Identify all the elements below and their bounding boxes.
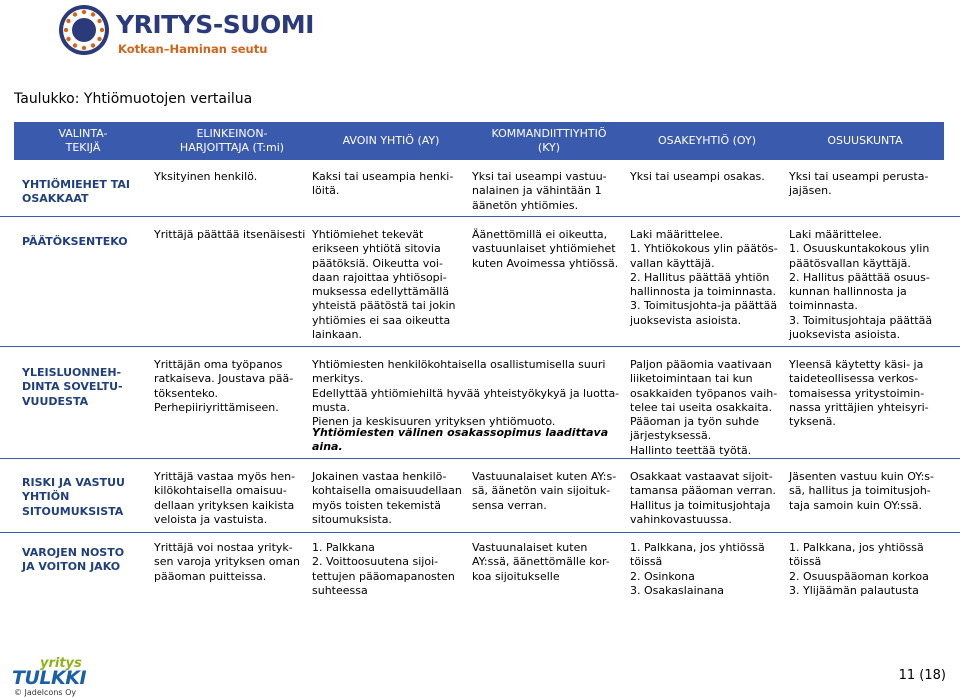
column-header-tmi: ELINKEINON- HARJOITTAJA (T:mi) xyxy=(179,127,285,154)
logo-main-text: YRITYS-SUOMI xyxy=(116,10,314,39)
column-header-ky: KOMMANDIITTIYHTIÖ (KY) xyxy=(491,127,607,154)
logo-emblem-icon xyxy=(58,4,110,56)
cell-profit-tmi: Yrittäjä voi nostaa yrityk- sen varoja yrityksen oman pääoman puitteissa. xyxy=(154,541,300,583)
column-header-ay: AVOIN YHTIÖ (AY) xyxy=(342,134,440,148)
cell-suitability-tmi: Yrittäjän oma työpanos ratkaiseva. Joustava pää- töksenteko. Perhepiiriyrittämiseen. xyxy=(154,358,294,414)
yritys-suomi-logo xyxy=(58,4,314,66)
cell-suitability-ay-ky: Yhtiömiesten henkilökohtaisella osallistumisella suuri merkitys. Edellyttää yhtiömiehiltä hyvää yhteistyökykyä ja luotta- musta. Pienen ja keskisuuren yrityksen yhtiömuoto. xyxy=(312,358,620,429)
page-number: 11 (18) xyxy=(898,668,946,683)
yritystulkki-logo xyxy=(12,656,102,696)
column-header-oy: OSAKEYHTIÖ (OY) xyxy=(657,134,756,148)
row-label-profit: VAROJEN NOSTO JA VOITON JAKO xyxy=(22,546,125,574)
cell-decision-oy: Laki määrittelee. 1. Yhtiökokous ylin päätös- vallan käyttäjä. 2. Hallitus päättää yhtiön hallinnosta ja toiminnasta. 3. Toimitusjohta-ja päättää juoksevista asioista. xyxy=(630,228,778,327)
cell-owners-osuuskunta: Yksi tai useampi perusta- jajäsen. xyxy=(789,170,929,198)
row-label-risk: RISKI JA VASTUU YHTIÖN SITOUMUKSISTA xyxy=(22,476,125,518)
cell-owners-ay: Kaksi tai useampia henki- löitä. xyxy=(312,170,454,198)
cell-decision-ay: Yhtiömiehet tekevät erikseen yhtiötä sitovia päätöksiä. Oikeutta voi- daan rajoittaa yhtiösopi- muksessa edellyttämällä yhteistä päätöstä tai jokin yhtiömies ei saa oikeutta lainkaan. xyxy=(312,228,456,342)
row-label-suitability: YLEISLUONNEH- DINTA SOVELTU- VUUDESTA xyxy=(22,366,123,408)
cell-suitability-oy: Paljon pääomia vaativaan liiketoimintaan tai kun osakkaiden työpanos vaih- telee tai useita osakkaita. Pääoman ja työn suhde järjestyksessä. Hallinto teettää työtä. xyxy=(630,358,778,457)
row-label-decision: PÄÄTÖKSENTEKO xyxy=(22,235,128,248)
footer-brand-main: TULKKI xyxy=(12,667,87,689)
cell-suitability-emphasis: Yhtiömiesten välinen osakassopimus laadittava aina. xyxy=(312,426,609,454)
row-divider xyxy=(0,216,960,217)
cell-risk-tmi: Yrittäjä vastaa myös hen- kilökohtaisella omaisuu- dellaan yrityksen kaikista veloista ja vastuista. xyxy=(154,470,296,526)
cell-owners-tmi: Yksityinen henkilö. xyxy=(154,170,258,183)
cell-owners-oy: Yksi tai useampi osakas. xyxy=(630,170,765,183)
row-label-owners: YHTIÖMIEHET TAI OSAKKAAT xyxy=(22,178,130,206)
cell-risk-ky: Vastuunalaiset kuten AY:s- sä, äänetön vain sijoituk- sensa verran. xyxy=(472,470,617,512)
cell-profit-ay: 1. Palkkana 2. Voittoosuutena sijoi- tettujen pääomapanosten suhteessa xyxy=(312,541,455,597)
cell-profit-ky: Vastuunalaiset kuten AY:ssä, äänettömälle kor- koa sijoitukselle xyxy=(472,541,610,583)
logo-sub-text: Kotkan–Haminan seutu xyxy=(118,42,268,56)
cell-decision-ky: Äänettömillä ei oikeutta, vastuunlaiset yhtiömiehet kuten Avoimessa yhtiössä. xyxy=(472,228,619,270)
row-divider xyxy=(0,532,960,533)
cell-decision-osuuskunta: Laki määrittelee. 1. Osuuskuntakokous ylin päätösvallan käyttäjä. 2. Hallitus päättää osuus- kunnan hallinnosta ja toiminnasta. 3. Toimitusjohtaja päättää juoksevista asioista. xyxy=(789,228,933,342)
cell-risk-osuuskunta: Jäsenten vastuu kuin OY:s- sä, hallitus ja toimitusjoh- taja samoin kuin OY:ssä. xyxy=(789,470,934,512)
cell-owners-ky: Yksi tai useampi vastuu- nalainen ja vähintään 1 äänetön yhtiömies. xyxy=(472,170,607,212)
table-header xyxy=(14,122,944,160)
row-divider xyxy=(0,458,960,459)
footer-copyright: © Jadelcons Oy xyxy=(14,688,77,697)
cell-profit-oy: 1. Palkkana, jos yhtiössä töissä 2. Osinkona 3. Osakaslainana xyxy=(630,541,765,597)
cell-profit-osuuskunta: 1. Palkkana, jos yhtiössä töissä 2. Osuuspääoman korkoa 3. Ylijäämän palautusta xyxy=(789,541,929,597)
cell-risk-ay: Jokainen vastaa henkilö- kohtaisella omaisuudellaan myös toisten tekemistä sitoumuksista. xyxy=(312,470,462,526)
cell-decision-tmi: Yrittäjä päättää itsenäisesti xyxy=(154,228,306,241)
page-title: Taulukko: Yhtiömuotojen vertailua xyxy=(14,91,253,107)
column-header-factor: VALINTA- TEKIJÄ xyxy=(58,127,108,154)
cell-suitability-osuuskunta: Yleensä käytetty käsi- ja taideteollisessa verkos- tomaisessa yritystoimin- nassa yrittäjien yhteisyri- tyksenä. xyxy=(789,358,929,429)
row-divider xyxy=(0,346,960,347)
column-header-osuuskunta: OSUUSKUNTA xyxy=(827,134,903,148)
footer-brand-top: yritys xyxy=(40,656,82,671)
cell-risk-oy: Osakkaat vastaavat sijoit- tamansa pääoman verran. Hallitus ja toimitusjohtaja vahinkovastuussa. xyxy=(630,470,776,526)
